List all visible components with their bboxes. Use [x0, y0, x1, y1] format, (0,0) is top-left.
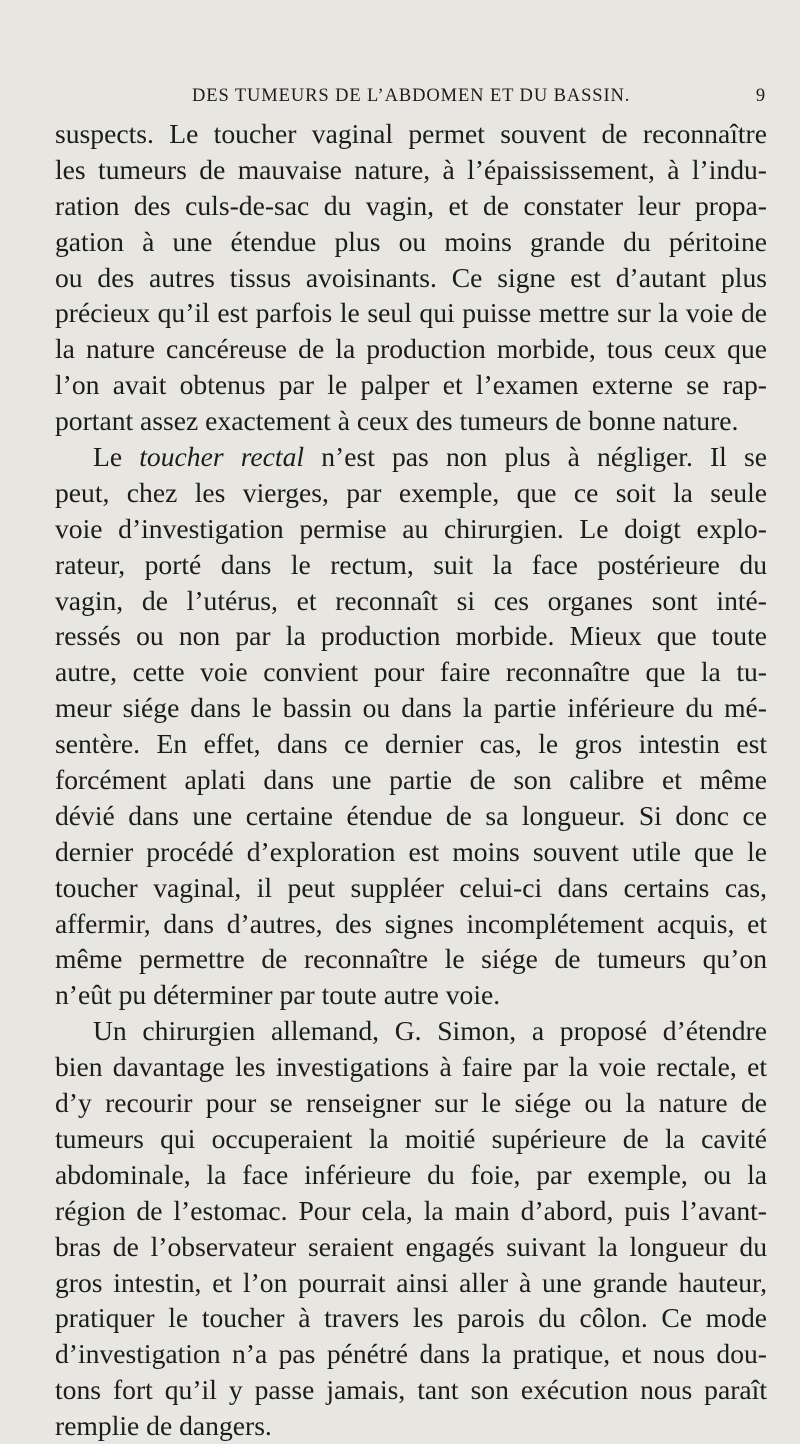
text-line: tons fort qu’il y passe jamais, tant son exécution nous paraît — [55, 1374, 767, 1406]
text-line: d’investigation n’a pas pénétré dans la pratique, et nous dou- — [55, 1338, 767, 1370]
text-line: dévié dans une certaine étendue de sa longueur. Si donc ce — [55, 799, 767, 831]
text-line: bras de l’observateur seraient engagés suivant la longueur du — [55, 1230, 767, 1262]
page-number: 9 — [755, 86, 766, 106]
text-line: affermir, dans d’autres, des signes incomplétement acquis, et — [55, 907, 767, 939]
text-line: tumeurs qui occuperaient la moitié supérieure de la cavité — [55, 1122, 767, 1154]
text-fragment: Le — [93, 441, 140, 473]
text-line: gros intestin, et l’on pourrait ainsi aller à une grande hauteur, — [55, 1266, 767, 1298]
text-line: meur siége dans le bassin ou dans la partie inférieure du mé- — [55, 692, 767, 724]
text-line: voie d’investigation permise au chirurgien. Le doigt explo- — [55, 512, 767, 544]
text-line: vagin, de l’utérus, et reconnaît si ces organes sont inté- — [55, 584, 767, 616]
text-fragment: n’est pas non plus à négliger. Il se — [304, 441, 767, 473]
text-line: ration des culs-de-sac du vagin, et de constater leur propa- — [55, 189, 767, 221]
text-line: d’y recourir pour se renseigner sur le siége ou la nature de — [55, 1087, 767, 1119]
text-line: ou des autres tissus avoisinants. Ce signe est d’autant plus — [55, 261, 767, 293]
text-line: ressés ou non par la production morbide. Mieux que toute — [55, 620, 767, 652]
text-line: Un chirurgien allemand, G. Simon, a proposé d’étendre — [93, 1015, 767, 1047]
text-line: gation à une étendue plus ou moins grande du péritoine — [55, 225, 767, 257]
text-line: peut, chez les vierges, par exemple, que ce soit la seule — [55, 476, 767, 508]
running-head — [56, 86, 766, 110]
text-line: rateur, porté dans le rectum, suit la face postérieure du — [55, 548, 767, 580]
text-line: n’eût pu déterminer par toute autre voie. — [55, 979, 501, 1011]
text-line: remplie de dangers. — [55, 1410, 272, 1442]
text-line: pratiquer le toucher à travers les parois du côlon. Ce mode — [55, 1302, 767, 1334]
text-line: abdominale, la face inférieure du foie, par exemple, ou la — [55, 1158, 767, 1190]
text-line: dernier procédé d’exploration est moins souvent utile que le — [55, 835, 767, 867]
text-line: toucher vaginal, il peut suppléer celui-ci dans certains cas, — [55, 871, 767, 903]
text-line: suspects. Le toucher vaginal permet souvent de reconnaître — [55, 118, 767, 149]
running-title: DES TUMEURS DE L’ABDOMEN ET DU BASSIN. — [192, 86, 631, 106]
text-line: même permettre de reconnaître le siége de tumeurs qu’on — [55, 943, 767, 975]
text-line: l’on avait obtenus par le palper et l’examen externe se rap- — [55, 369, 767, 401]
text-line: région de l’estomac. Pour cela, la main d’abord, puis l’avant- — [55, 1194, 767, 1226]
italic-term: toucher rectal — [139, 441, 305, 473]
text-line: portant assez exactement à ceux des tumeurs de bonne nature. — [55, 405, 739, 437]
text-line: les tumeurs de mauvaise nature, à l’épaississement, à l’indu- — [55, 153, 767, 185]
text-line-italic-term — [55, 439, 767, 475]
text-line: forcément aplati dans une partie de son calibre et même — [55, 764, 767, 796]
body-text — [55, 116, 767, 1444]
text-line: la nature cancéreuse de la production morbide, tous ceux que — [55, 333, 767, 365]
text-line: bien davantage les investigations à faire par la voie rectale, et — [55, 1051, 767, 1083]
text-line: précieux qu’il est parfois le seul qui puisse mettre sur la voie de — [55, 297, 767, 329]
text-line: autre, cette voie convient pour faire reconnaître que la tu- — [55, 656, 767, 688]
text-line: sentère. En effet, dans ce dernier cas, le gros intestin est — [55, 728, 767, 760]
